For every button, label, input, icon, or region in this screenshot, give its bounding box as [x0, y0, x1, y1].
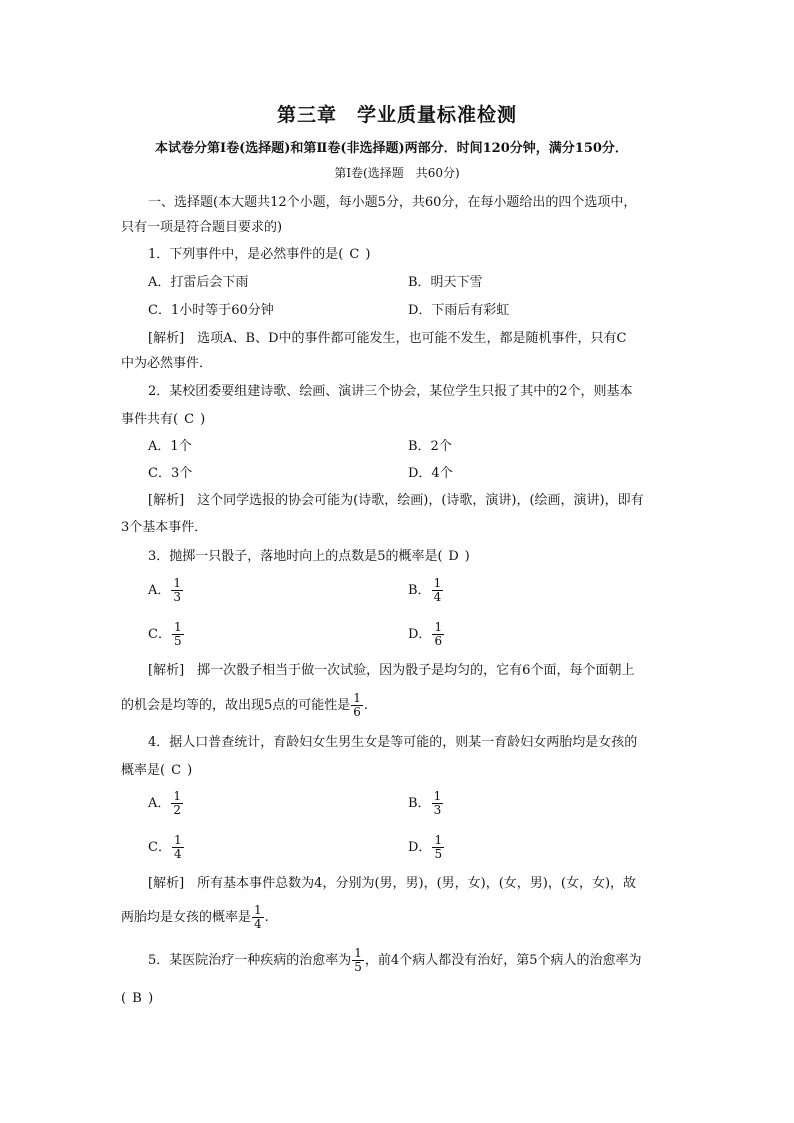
fraction: [172, 834, 184, 861]
answer-letter: C: [171, 763, 182, 778]
question-2-stem-line2: [121, 411, 205, 429]
q4-option-a: [148, 788, 184, 820]
q3-option-a: [148, 575, 184, 607]
q3-explanation-line2: [121, 690, 368, 722]
fraction: [432, 621, 444, 648]
q2-option-a: A．1个: [148, 439, 192, 454]
explanation-tag: [解析]: [148, 331, 185, 346]
fraction-denominator: 6: [434, 634, 443, 648]
option-label: C．: [148, 840, 171, 855]
fraction-denominator: 6: [353, 705, 361, 719]
question-5-stem-line2: [121, 990, 153, 1008]
answer-letter: B: [132, 991, 142, 1006]
q1-option-c: C．1小时等于60分钟: [148, 303, 274, 318]
close-paren: ): [187, 763, 193, 778]
explanation-text: 的机会是均等的，故出现5点的可能性是: [121, 698, 351, 713]
fraction-numerator: 1: [254, 903, 262, 917]
explanation-text: 所有基本事件总数为4，分别为(男，男)，(男，女)，(女，男)，(女，女)，故: [197, 876, 637, 891]
fraction-denominator: 5: [434, 847, 443, 861]
explanation-text: 两胎均是女孩的概率是: [121, 910, 252, 925]
fraction: [171, 790, 183, 817]
fraction: [252, 904, 264, 931]
question-3-stem: [148, 548, 470, 566]
explanation-text: 选项A、B、D中的事件都可能发生，也可能不发生，都是随机事件，只有C: [197, 331, 627, 346]
q2-option-b: B．2个: [408, 439, 452, 454]
fraction-denominator: 3: [173, 590, 182, 604]
question-stem-text: 3．抛掷一只骰子，落地时向上的点数是5的概率是(: [148, 549, 443, 564]
fraction: [352, 947, 364, 974]
q4-option-c: [148, 832, 185, 864]
question-stem-text: 5．某医院治疗一种疾病的治愈率为: [148, 953, 352, 968]
option-label: D．: [408, 840, 432, 855]
option-label: B．: [408, 796, 431, 811]
fraction-numerator: 1: [433, 576, 442, 590]
question-stem-text: 1．下列事件中，是必然事件的是(: [148, 247, 344, 262]
fraction-numerator: 1: [433, 789, 442, 803]
fraction-denominator: 4: [173, 847, 182, 861]
part-one-heading: 第Ⅰ卷(选择题 共60分): [334, 166, 460, 180]
q4-explanation-line1: [148, 875, 636, 893]
explanation-tag: [解析]: [148, 663, 185, 678]
intro-text: 本试卷分第Ⅰ卷(选择题)和第Ⅱ卷(非选择题)两部分．时间120分钟，满分150分．: [155, 141, 628, 156]
section-instructions-line2: 只有一项是符合题目要求的): [121, 220, 283, 235]
fraction-denominator: 5: [173, 634, 182, 648]
option-label: C．: [148, 627, 171, 642]
q3-option-d: [408, 619, 445, 651]
fraction-numerator: 1: [173, 789, 182, 803]
q1-explanation-line1: [148, 330, 626, 348]
q4-option-d: [408, 832, 445, 864]
option-label: B．: [408, 583, 431, 598]
period: .: [363, 698, 369, 713]
fraction-denominator: 4: [433, 590, 442, 604]
q2-explanation-line2: 3个基本事件．: [121, 520, 208, 535]
fraction: [351, 692, 363, 719]
answer-letter: C: [349, 247, 360, 262]
fraction-numerator: 1: [354, 946, 362, 960]
q1-option-b: B．明天下雪: [408, 275, 483, 290]
fraction: [432, 577, 444, 604]
fraction-denominator: 5: [354, 960, 362, 974]
close-paren: ): [464, 549, 470, 564]
open-paren: (: [121, 991, 127, 1006]
q2-option-d: D．4个: [408, 466, 453, 481]
fraction: [172, 621, 184, 648]
option-label: A．: [148, 583, 171, 598]
q1-option-a: A．打雷后会下雨: [148, 275, 249, 290]
q4-explanation-line2: [121, 902, 269, 934]
close-paren: ): [200, 412, 206, 427]
page-title: 第三章 学业质量标准检测: [276, 104, 517, 126]
question-2-stem-line1: 2．某校团委要组建诗歌、绘画、演讲三个协会，某位学生只报了其中的2个，则基本: [148, 384, 633, 399]
question-5-stem-line1: [148, 945, 641, 977]
fraction-denominator: 2: [173, 803, 182, 817]
q3-option-b: [408, 575, 444, 607]
question-4-stem-line2: [121, 762, 192, 780]
q4-option-b: [408, 788, 444, 820]
close-paren: ): [365, 247, 371, 262]
explanation-tag: [解析]: [148, 493, 185, 508]
fraction-numerator: 1: [353, 691, 361, 705]
section-instructions-line1: 一、选择题(本大题共12个小题，每小题5分，共60分，在每小题给出的四个选项中，: [148, 195, 637, 210]
explanation-text: 掷一次骰子相当于做一次试验，因为骰子是均匀的，它有6个面，每个面朝上: [197, 663, 635, 678]
question-stem-text: ，前4个病人都没有治好，第5个病人的治愈率为: [364, 953, 642, 968]
option-label: D．: [408, 627, 432, 642]
answer-letter: D: [448, 549, 459, 564]
answer-letter: C: [184, 412, 195, 427]
fraction: [432, 790, 444, 817]
q2-explanation-line1: [148, 492, 644, 510]
q2-option-c: C．3个: [148, 466, 193, 481]
fraction-numerator: 1: [434, 833, 443, 847]
q3-option-c: [148, 619, 185, 651]
q1-option-d: D．下雨后有彩虹: [408, 303, 510, 318]
fraction-numerator: 1: [434, 620, 443, 634]
q1-explanation-line2: 中为必然事件．: [121, 356, 213, 371]
fraction-denominator: 3: [433, 803, 442, 817]
fraction-numerator: 1: [173, 620, 182, 634]
explanation-tag: [解析]: [148, 876, 185, 891]
option-label: A．: [148, 796, 171, 811]
explanation-text: 这个同学选报的协会可能为(诗歌，绘画)，(诗歌，演讲)，(绘画，演讲)，即有: [197, 493, 644, 508]
fraction: [171, 577, 183, 604]
fraction-numerator: 1: [173, 833, 182, 847]
question-stem-text: 概率是(: [121, 763, 166, 778]
question-1-stem: [148, 246, 370, 264]
q3-explanation-line1: [148, 662, 634, 680]
fraction-numerator: 1: [173, 576, 182, 590]
question-stem-text: 事件共有(: [121, 412, 179, 427]
fraction: [432, 834, 444, 861]
period: .: [264, 910, 269, 925]
question-4-stem-line1: 4．据人口普查统计，育龄妇女生男生女是等可能的，则某一育龄妇女两胎均是女孩的: [148, 735, 638, 750]
close-paren: ): [148, 991, 154, 1006]
fraction-denominator: 4: [254, 917, 262, 931]
